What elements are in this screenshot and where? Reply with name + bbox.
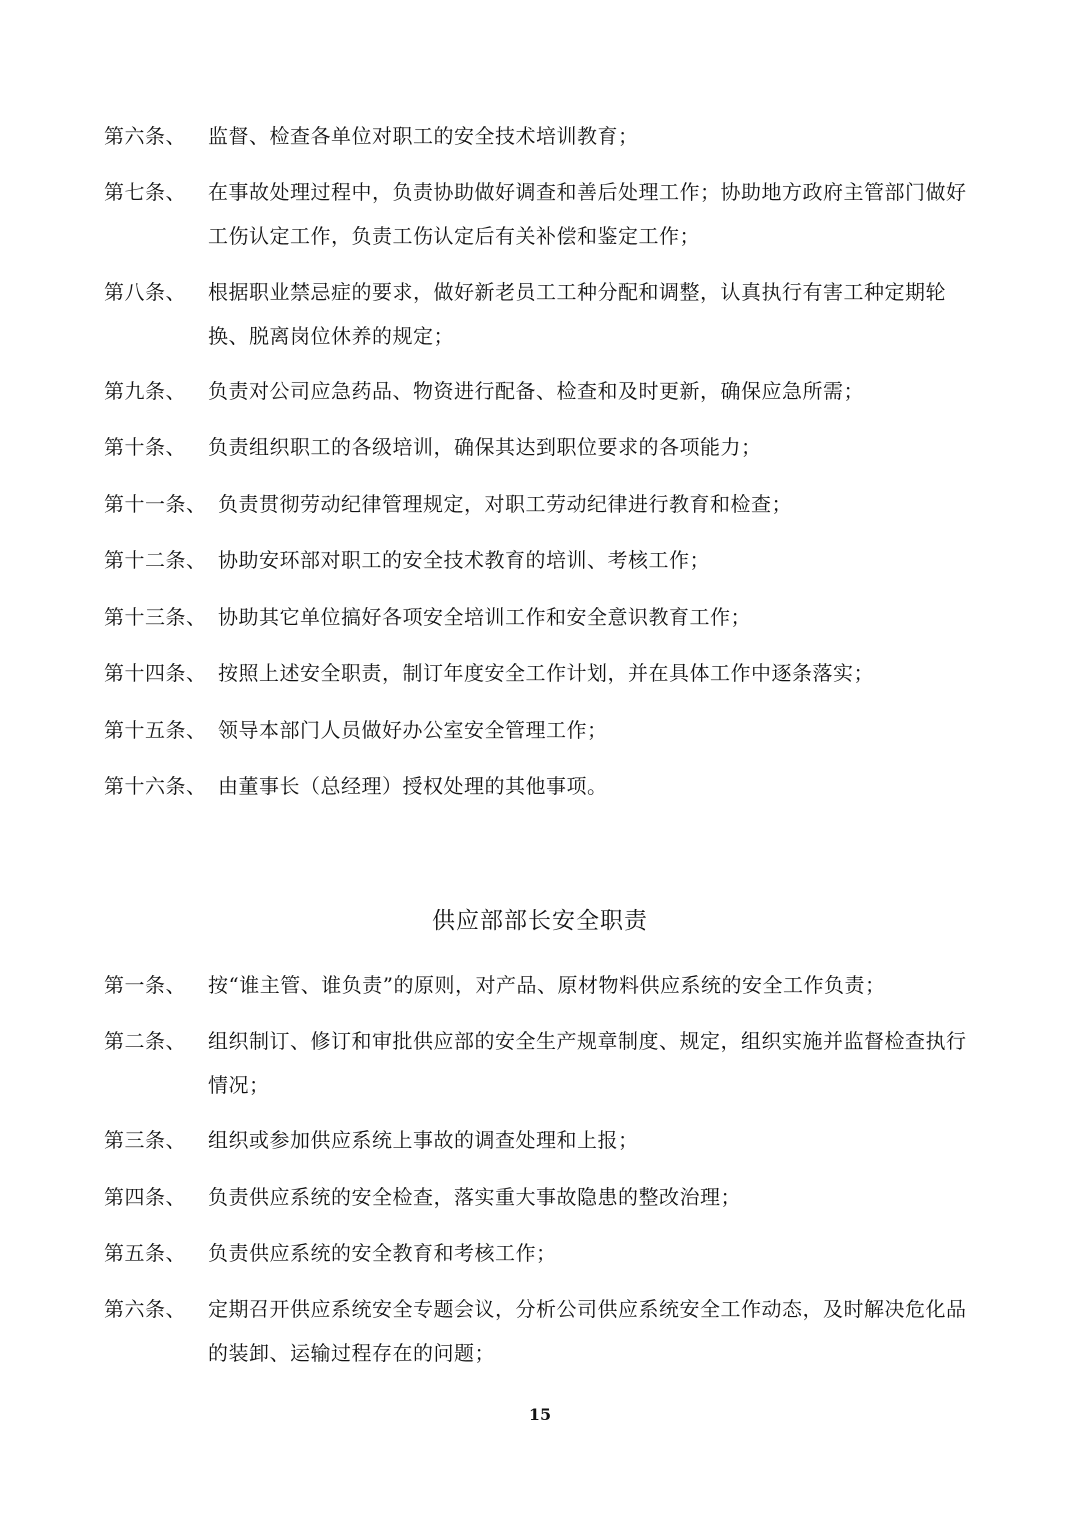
article-item bbox=[104, 114, 984, 158]
article-item bbox=[104, 270, 984, 358]
article-number: 第十五条、 bbox=[104, 718, 207, 742]
article-text: 协助安环部对职工的安全技术教育的培训、考核工作； bbox=[218, 548, 710, 572]
article-number: 第二条、 bbox=[104, 1029, 186, 1053]
article-number: 第十六条、 bbox=[104, 774, 207, 798]
article-number: 第十条、 bbox=[104, 435, 186, 459]
article-item bbox=[104, 708, 984, 752]
article-item bbox=[104, 369, 984, 413]
article-item bbox=[104, 538, 984, 582]
article-item bbox=[104, 1231, 984, 1275]
article-text: 负责组织职工的各级培训，确保其达到职位要求的各项能力； bbox=[208, 435, 762, 459]
article-text: 领导本部门人员做好办公室安全管理工作； bbox=[218, 718, 608, 742]
article-item bbox=[104, 1287, 984, 1375]
article-number: 第十二条、 bbox=[104, 548, 207, 572]
article-number: 第九条、 bbox=[104, 379, 186, 403]
article-item bbox=[104, 651, 984, 695]
article-number: 第十一条、 bbox=[104, 492, 207, 516]
article-item bbox=[104, 1118, 984, 1162]
article-text: 负责供应系统的安全检查，落实重大事故隐患的整改治理； bbox=[208, 1185, 741, 1209]
article-text: 组织或参加供应系统上事故的调查处理和上报； bbox=[208, 1128, 639, 1152]
article-item bbox=[104, 425, 984, 469]
article-number: 第六条、 bbox=[104, 124, 186, 148]
article-number: 第十三条、 bbox=[104, 605, 207, 629]
article-number: 第六条、 bbox=[104, 1297, 186, 1321]
article-item bbox=[104, 963, 984, 1007]
article-number: 第七条、 bbox=[104, 180, 186, 204]
article-text: 组织制订、修订和审批供应部的安全生产规章制度、规定，组织实施并监督检查执行情况； bbox=[208, 1029, 967, 1097]
article-text: 负责贯彻劳动纪律管理规定，对职工劳动纪律进行教育和检查； bbox=[218, 492, 792, 516]
article-text: 定期召开供应系统安全专题会议，分析公司供应系统安全工作动态，及时解决危化品的装卸、运输过程存在的问题； bbox=[208, 1297, 967, 1365]
article-item bbox=[104, 764, 984, 808]
article-number: 第四条、 bbox=[104, 1185, 186, 1209]
article-text: 由董事长（总经理）授权处理的其他事项。 bbox=[218, 774, 608, 798]
article-text: 负责供应系统的安全教育和考核工作； bbox=[208, 1241, 557, 1265]
article-number: 第一条、 bbox=[104, 973, 186, 997]
article-item bbox=[104, 482, 984, 526]
article-item bbox=[104, 595, 984, 639]
article-item bbox=[104, 1175, 984, 1219]
article-text: 按“谁主管、谁负责”的原则，对产品、原材物料供应系统的安全工作负责； bbox=[208, 973, 886, 997]
article-number: 第五条、 bbox=[104, 1241, 186, 1265]
article-text: 根据职业禁忌症的要求，做好新老员工工种分配和调整，认真执行有害工种定期轮换、脱离岗位休养的规定； bbox=[208, 280, 946, 348]
section-title: 供应部部长安全职责 bbox=[432, 908, 648, 934]
article-text: 协助其它单位搞好各项安全培训工作和安全意识教育工作； bbox=[218, 605, 751, 629]
article-text: 监督、检查各单位对职工的安全技术培训教育； bbox=[208, 124, 639, 148]
article-text: 负责对公司应急药品、物资进行配备、检查和及时更新，确保应急所需； bbox=[208, 379, 864, 403]
article-text: 按照上述安全职责，制订年度安全工作计划，并在具体工作中逐条落实； bbox=[218, 661, 874, 685]
article-text: 在事故处理过程中，负责协助做好调查和善后处理工作；协助地方政府主管部门做好工伤认定工作，负责工伤认定后有关补偿和鉴定工作； bbox=[208, 180, 967, 248]
page-number: 15 bbox=[528, 1405, 552, 1424]
article-number: 第三条、 bbox=[104, 1128, 186, 1152]
article-item bbox=[104, 1019, 984, 1107]
article-item bbox=[104, 170, 984, 258]
article-number: 第八条、 bbox=[104, 280, 186, 304]
article-number: 第十四条、 bbox=[104, 661, 207, 685]
